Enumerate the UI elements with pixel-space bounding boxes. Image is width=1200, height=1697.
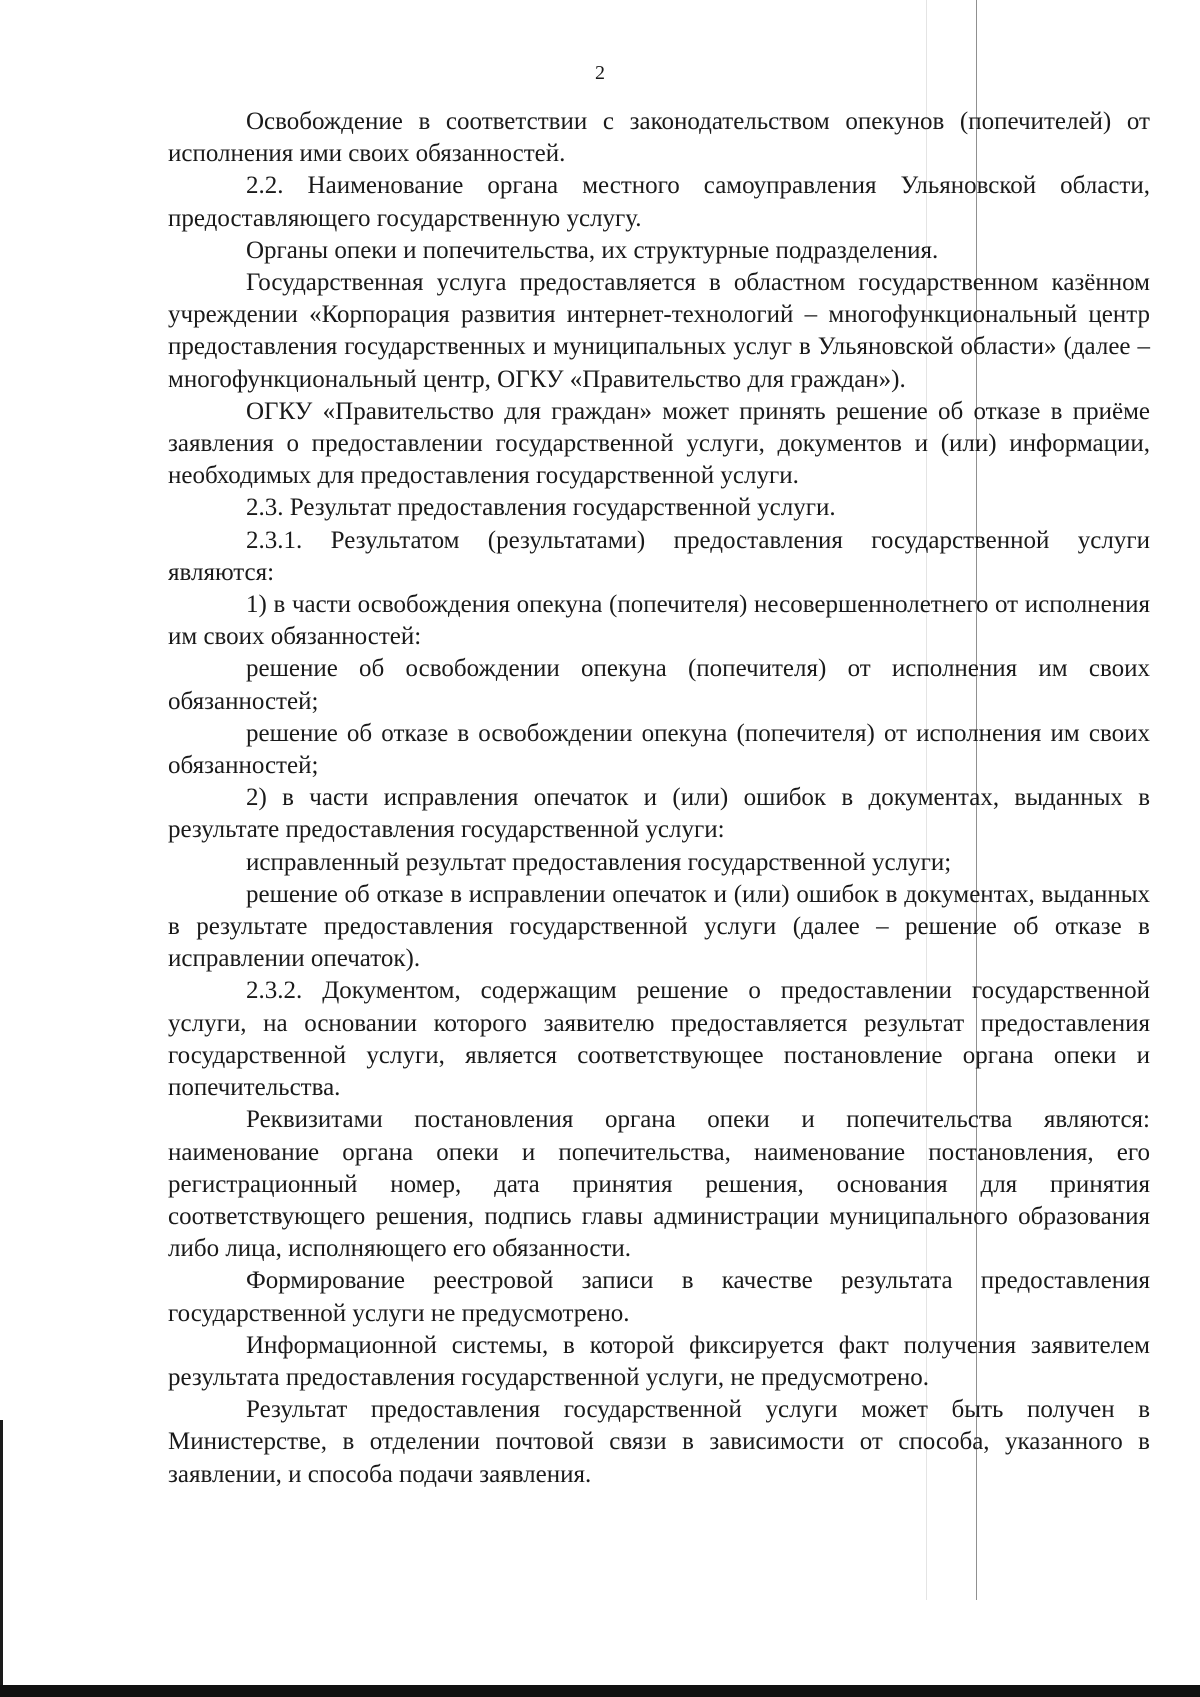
paragraph: решение об отказе в исправлении опечаток и (или) ошибок в документах, выданных в результате предоставления государственной услуги (далее – решение об отказе в исправлении опечаток). xyxy=(168,880,1150,973)
paragraph: ОГКУ «Правительство для граждан» может принять решение об отказе в приёме заявления о предоставлении государственной услуги, документов и (или) информации, необходимых для предоставления государственной услуги. xyxy=(168,397,1150,490)
paragraph: 2) в части исправления опечаток и (или) ошибок в документах, выданных в результате предоставления государственной услуги: xyxy=(168,784,1150,844)
paragraph: 2.3.1. Результатом (результатами) предоставления государственной услуги являются: xyxy=(168,526,1150,586)
paragraph: Государственная услуга предоставляется в областном государственном казённом учреждении «Корпорация развития интернет-технологий – многофункциональный центр предоставления государственных и муниципальных услуг в Ульяновской области» (далее – многофункциональный центр, ОГКУ «Правительство для граждан»). xyxy=(168,269,1150,393)
paragraph: решение об отказе в освобождении опекуна (попечителя) от исполнения им своих обязанностей; xyxy=(168,719,1150,780)
paragraph: Реквизитами постановления органа опеки и попечительства являются: наименование органа опеки и попечительства, наименование постановления, его регистрационный номер, дата принятия решения, основания для принятия соответствующего решения, подпись главы администрации муниципального образования либо лица, исполняющего его обязанности. xyxy=(168,1106,1150,1263)
scan-edge-left xyxy=(0,1420,3,1690)
paragraph: 2.3. Результат предоставления государственной услуги. xyxy=(246,494,836,522)
paragraph: Формирование реестровой записи в качестве результата предоставления государственной услуги не предусмотрено. xyxy=(168,1267,1150,1327)
paragraph: 2.3.2. Документом, содержащим решение о предоставлении государственной услуги, на основании которого заявителю предоставляется результат предоставления государственной услуги, является соответствующее постановление органа опеки и попечительства. xyxy=(168,977,1150,1102)
paragraph: Освобождение в соответствии с законодательством опекунов (попечителей) от исполнения ими своих обязанностей. xyxy=(168,108,1150,168)
page-number: 2 xyxy=(595,62,605,84)
paragraph: исправленный результат предоставления государственной услуги; xyxy=(246,848,952,876)
paragraph: Органы опеки и попечительства, их структурные подразделения. xyxy=(246,236,939,264)
paragraph: Результат предоставления государственной услуги может быть получен в Министерстве, в отделении почтовой связи в зависимости от способа, указанного в заявлении, и способа подачи заявления. xyxy=(168,1396,1150,1488)
paragraph: 2.2. Наименование органа местного самоуправления Ульяновской области, предоставляющего государственную услугу. xyxy=(168,172,1150,232)
document-body xyxy=(168,106,1150,1491)
paragraph: решение об освобождении опекуна (попечителя) от исполнения им своих обязанностей; xyxy=(168,655,1150,715)
paragraph: Информационной системы, в которой фиксируется факт получения заявителем результата предоставления государственной услуги, не предусмотрено. xyxy=(168,1331,1150,1391)
paragraph: 1) в части освобождения опекуна (попечителя) несовершеннолетнего от исполнения им своих обязанностей: xyxy=(168,591,1150,651)
scan-edge-bottom xyxy=(0,1685,1200,1697)
